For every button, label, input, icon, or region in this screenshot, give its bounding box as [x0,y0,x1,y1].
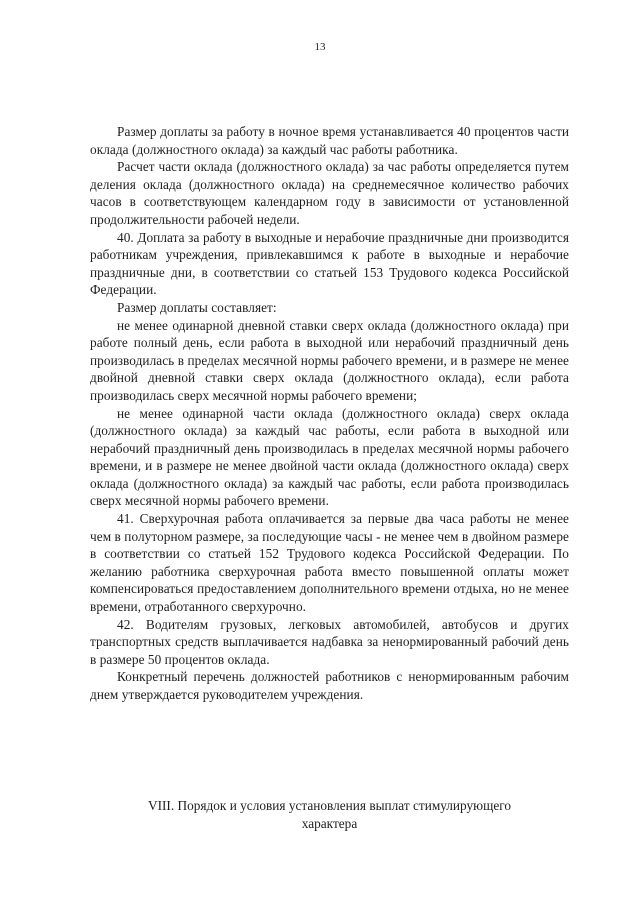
paragraph-41-overtime: 41. Сверхурочная работа оплачивается за первые два часа работы не менее чем в полуторном размере, за последующие часы - не менее чем в двойном размере в соответствии со статьей 152 Трудового кодекса Российской Федерации. По желанию работника сверхурочная работа вместо повышенной оплаты может компенсироваться предоставлением дополнительного времени отдыха, но не менее времени, отработанного сверхурочно. [90,511,569,615]
paragraph-irregular-hours-list: Конкретный перечень должностей работников с ненормированным рабочим днем утверждается руководителем учреждения. [90,669,569,702]
paragraph-hourly-rate: не менее одинарной части оклада (должностного оклада) сверх оклада (должностного оклада) за каждый час работы, если работа в выходной или нерабочий праздничный день производилась в пределах месячной нормы рабочего времени, и в размере не менее двойной части оклада (должностного оклада) сверх оклада (должностного оклада) за каждый час работы, если работа производилась сверх месячной нормы рабочего времени. [90,405,569,509]
paragraph-pay-amount-intro: Размер доплаты составляет: [117,299,277,315]
paragraph-full-day-rate: не менее одинарной дневной ставки сверх оклада (должностного оклада) при работе полный день, если работа в выходной или нерабочий праздничный день производилась в пределах месячной нормы рабочего времени, и в размере не менее двойной дневной ставки сверх оклада (должностного оклада), если работа производилась сверх месячной нормы рабочего времени; [90,317,569,403]
paragraph-42-drivers-bonus: 42. Водителям грузовых, легковых автомобилей, автобусов и других транспортных средств выплачивается надбавка за ненормированный рабочий день в размере 50 процентов оклада. [90,616,569,667]
section-heading-line-1: VIII. Порядок и условия установления выплат стимулирующего [147,798,512,813]
paragraph-hourly-calculation: Расчет части оклада (должностного оклада) за час работы определяется путем деления оклада (должностного оклада) на среднемесячное количество рабочих часов в соответствующем календарном году в зависимости от установленной продолжительности рабочей недели. [90,159,569,227]
page-number: 13 [314,41,326,53]
paragraph-40-weekend-pay: 40. Доплата за работу в выходные и нерабочие праздничные дни производится работникам учреждения, привлекавшимся к работе в выходные и нерабочие праздничные дни, в соответствии со статьей 153 Трудового кодекса Российской Федерации. [90,229,569,298]
section-heading-line-2: характера [301,816,358,831]
section-heading [90,797,569,833]
document-body [90,123,569,704]
paragraph-night-work-rate: Размер доплаты за работу в ночное время устанавливается 40 процентов части оклада (должностного оклада) за каждый час работы работника. [90,124,569,157]
